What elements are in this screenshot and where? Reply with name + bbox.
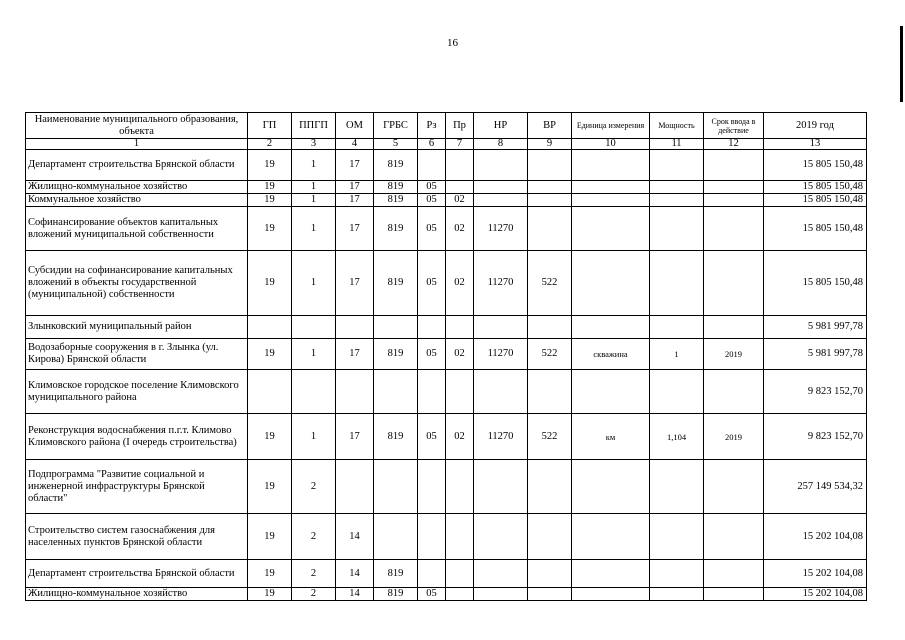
table-cell	[572, 370, 650, 414]
table-cell	[374, 370, 418, 414]
table-cell: 17	[336, 194, 374, 207]
header-cell: Пр	[446, 113, 474, 139]
table-cell: 2	[292, 460, 336, 514]
table-cell: 819	[374, 181, 418, 194]
table-cell	[374, 514, 418, 560]
table-cell: 19	[248, 560, 292, 588]
table-cell: 05	[418, 181, 446, 194]
table-cell: 819	[374, 560, 418, 588]
table-cell: 05	[418, 207, 446, 251]
table-row	[26, 560, 867, 588]
table-cell	[528, 316, 572, 339]
table-cell	[528, 194, 572, 207]
header-cell: Мощность	[650, 113, 704, 139]
amount-cell: 15 202 104,08	[764, 588, 867, 601]
table-cell: 1	[292, 251, 336, 316]
table-row	[26, 370, 867, 414]
table-cell: 819	[374, 251, 418, 316]
table-cell	[418, 514, 446, 560]
amount-cell: 15 805 150,48	[764, 181, 867, 194]
table-cell: 05	[418, 251, 446, 316]
table-cell: 19	[248, 194, 292, 207]
object-name-cell: Жилищно-коммунальное хозяйство	[26, 181, 248, 194]
table-cell	[572, 560, 650, 588]
table-cell	[474, 460, 528, 514]
table-cell: 17	[336, 414, 374, 460]
header-cell: 2019 год	[764, 113, 867, 139]
table-cell: 819	[374, 207, 418, 251]
table-cell	[446, 514, 474, 560]
column-number: 2	[248, 139, 292, 150]
table-cell	[704, 316, 764, 339]
table-cell	[528, 588, 572, 601]
table-cell: 19	[248, 588, 292, 601]
table-cell: 522	[528, 339, 572, 370]
amount-cell: 9 823 152,70	[764, 414, 867, 460]
table-cell: 2019	[704, 339, 764, 370]
table-cell	[704, 251, 764, 316]
header-cell: Наименование муниципального образования, объекта	[26, 113, 248, 139]
table-cell	[292, 370, 336, 414]
table-cell	[474, 370, 528, 414]
table-cell	[650, 316, 704, 339]
table-cell: 2	[292, 588, 336, 601]
column-number: 9	[528, 139, 572, 150]
table-cell	[650, 370, 704, 414]
table-row	[26, 207, 867, 251]
table-cell	[572, 207, 650, 251]
table-cell: 19	[248, 207, 292, 251]
column-number: 6	[418, 139, 446, 150]
column-number: 1	[26, 139, 248, 150]
table-cell	[704, 194, 764, 207]
budget-table-wrapper	[25, 112, 867, 601]
table-cell	[572, 194, 650, 207]
table-cell	[418, 460, 446, 514]
table-cell: 1	[650, 339, 704, 370]
column-number: 5	[374, 139, 418, 150]
table-cell	[650, 251, 704, 316]
column-number: 8	[474, 139, 528, 150]
table-cell: 819	[374, 194, 418, 207]
table-cell: 05	[418, 339, 446, 370]
table-row	[26, 181, 867, 194]
table-cell	[374, 316, 418, 339]
table-cell	[572, 316, 650, 339]
table-row	[26, 150, 867, 181]
amount-cell: 5 981 997,78	[764, 316, 867, 339]
table-cell: 11270	[474, 414, 528, 460]
table-cell	[474, 194, 528, 207]
table-cell	[704, 370, 764, 414]
table-cell: 11270	[474, 339, 528, 370]
table-cell: 19	[248, 150, 292, 181]
header-cell: Единица измерения	[572, 113, 650, 139]
budget-table	[25, 112, 867, 601]
table-cell: 02	[446, 207, 474, 251]
table-cell: 1	[292, 150, 336, 181]
table-cell	[418, 370, 446, 414]
object-name-cell: Подпрограмма "Развитие социальной и инженерной инфраструктуры Брянской области"	[26, 460, 248, 514]
table-cell	[474, 181, 528, 194]
table-cell	[418, 560, 446, 588]
header-cell: Рз	[418, 113, 446, 139]
table-cell: 819	[374, 150, 418, 181]
table-cell	[650, 460, 704, 514]
column-number: 12	[704, 139, 764, 150]
table-cell	[572, 460, 650, 514]
column-number: 7	[446, 139, 474, 150]
table-cell	[650, 194, 704, 207]
table-cell: 1,104	[650, 414, 704, 460]
table-cell: 1	[292, 339, 336, 370]
table-cell: 1	[292, 414, 336, 460]
table-cell	[704, 514, 764, 560]
table-cell: 1	[292, 194, 336, 207]
table-cell: 17	[336, 181, 374, 194]
table-cell	[446, 460, 474, 514]
table-cell: 14	[336, 560, 374, 588]
table-cell: 1	[292, 207, 336, 251]
table-cell: 02	[446, 194, 474, 207]
table-row	[26, 414, 867, 460]
table-cell	[446, 150, 474, 181]
table-cell	[336, 460, 374, 514]
table-row	[26, 514, 867, 560]
table-cell: 11270	[474, 251, 528, 316]
amount-cell: 15 805 150,48	[764, 194, 867, 207]
table-cell	[528, 150, 572, 181]
amount-cell: 5 981 997,78	[764, 339, 867, 370]
column-number: 3	[292, 139, 336, 150]
table-cell	[528, 460, 572, 514]
object-name-cell: Реконструкция водоснабжения п.г.т. Климово Климовского района (I очередь строительства)	[26, 414, 248, 460]
table-cell	[650, 588, 704, 601]
table-cell: 17	[336, 251, 374, 316]
table-cell	[248, 316, 292, 339]
table-cell	[650, 514, 704, 560]
table-cell: 522	[528, 414, 572, 460]
table-cell	[650, 150, 704, 181]
table-cell: 819	[374, 588, 418, 601]
table-cell	[528, 181, 572, 194]
table-body	[26, 150, 867, 601]
table-cell	[704, 207, 764, 251]
table-cell: 17	[336, 339, 374, 370]
table-cell	[650, 560, 704, 588]
table-cell: 19	[248, 251, 292, 316]
table-cell	[474, 514, 528, 560]
table-row	[26, 339, 867, 370]
table-cell	[418, 150, 446, 181]
table-cell: 14	[336, 588, 374, 601]
table-cell	[528, 370, 572, 414]
amount-cell: 15 805 150,48	[764, 251, 867, 316]
table-cell	[374, 460, 418, 514]
object-name-cell: Строительство систем газоснабжения для населенных пунктов Брянской области	[26, 514, 248, 560]
header-cell: ГРБС	[374, 113, 418, 139]
table-cell: 2	[292, 560, 336, 588]
table-cell: 05	[418, 414, 446, 460]
table-cell	[528, 207, 572, 251]
header-cell: НР	[474, 113, 528, 139]
table-cell: 19	[248, 414, 292, 460]
table-cell: 02	[446, 339, 474, 370]
column-number: 11	[650, 139, 704, 150]
table-row	[26, 194, 867, 207]
object-name-cell: Департамент строительства Брянской области	[26, 150, 248, 181]
table-cell	[704, 588, 764, 601]
header-cell: ОМ	[336, 113, 374, 139]
table-cell	[474, 150, 528, 181]
table-cell: 02	[446, 414, 474, 460]
object-name-cell: Водозаборные сооружения в г. Злынка (ул. Кирова) Брянской области	[26, 339, 248, 370]
table-cell	[528, 514, 572, 560]
amount-cell: 15 202 104,08	[764, 514, 867, 560]
page-number: 16	[447, 37, 458, 49]
table-cell	[704, 150, 764, 181]
table-cell	[336, 370, 374, 414]
table-cell: 819	[374, 339, 418, 370]
object-name-cell: Жилищно-коммунальное хозяйство	[26, 588, 248, 601]
table-cell: скважина	[572, 339, 650, 370]
table-cell	[528, 560, 572, 588]
table-cell	[446, 181, 474, 194]
table-row	[26, 588, 867, 601]
table-cell	[446, 560, 474, 588]
table-cell	[446, 370, 474, 414]
object-name-cell: Департамент строительства Брянской области	[26, 560, 248, 588]
header-cell: ППГП	[292, 113, 336, 139]
column-number: 13	[764, 139, 867, 150]
table-cell	[704, 460, 764, 514]
amount-cell: 15 805 150,48	[764, 150, 867, 181]
table-cell	[650, 207, 704, 251]
table-cell: 17	[336, 150, 374, 181]
table-cell: 19	[248, 181, 292, 194]
column-number: 4	[336, 139, 374, 150]
table-cell: 05	[418, 194, 446, 207]
header-cell: ГП	[248, 113, 292, 139]
table-cell: 2	[292, 514, 336, 560]
table-cell: 819	[374, 414, 418, 460]
table-cell: 02	[446, 251, 474, 316]
table-cell	[572, 181, 650, 194]
header-row	[26, 113, 867, 139]
table-row	[26, 460, 867, 514]
object-name-cell: Субсидии на софинансирование капитальных вложений в объекты государственной (муниципальной) собственности	[26, 251, 248, 316]
table-cell: 19	[248, 339, 292, 370]
table-cell	[650, 181, 704, 194]
table-cell	[446, 588, 474, 601]
table-cell: 1	[292, 181, 336, 194]
table-cell: 11270	[474, 207, 528, 251]
table-cell	[248, 370, 292, 414]
table-cell	[572, 251, 650, 316]
table-cell: 17	[336, 207, 374, 251]
header-cell: ВР	[528, 113, 572, 139]
object-name-cell: Коммунальное хозяйство	[26, 194, 248, 207]
object-name-cell: Климовское городское поселение Климовского муниципального района	[26, 370, 248, 414]
amount-cell: 257 149 534,32	[764, 460, 867, 514]
header-cell: Срок ввода в действие	[704, 113, 764, 139]
table-cell	[474, 588, 528, 601]
table-cell	[418, 316, 446, 339]
table-cell	[474, 316, 528, 339]
table-cell: 522	[528, 251, 572, 316]
table-cell: 14	[336, 514, 374, 560]
table-cell	[336, 316, 374, 339]
object-name-cell: Софинансирование объектов капитальных вложений муниципальной собственности	[26, 207, 248, 251]
scan-edge-mark	[900, 26, 903, 102]
table-cell: 05	[418, 588, 446, 601]
amount-cell: 9 823 152,70	[764, 370, 867, 414]
table-row	[26, 316, 867, 339]
amount-cell: 15 805 150,48	[764, 207, 867, 251]
table-cell	[572, 588, 650, 601]
table-cell	[704, 560, 764, 588]
table-cell: 2019	[704, 414, 764, 460]
table-cell	[572, 150, 650, 181]
table-cell	[704, 181, 764, 194]
table-cell	[572, 514, 650, 560]
column-number: 10	[572, 139, 650, 150]
amount-cell: 15 202 104,08	[764, 560, 867, 588]
table-cell: 19	[248, 460, 292, 514]
table-cell: км	[572, 414, 650, 460]
object-name-cell: Злынковский муниципальный район	[26, 316, 248, 339]
table-cell	[292, 316, 336, 339]
table-cell	[474, 560, 528, 588]
table-cell: 19	[248, 514, 292, 560]
table-cell	[446, 316, 474, 339]
column-number-row	[26, 139, 867, 150]
table-row	[26, 251, 867, 316]
